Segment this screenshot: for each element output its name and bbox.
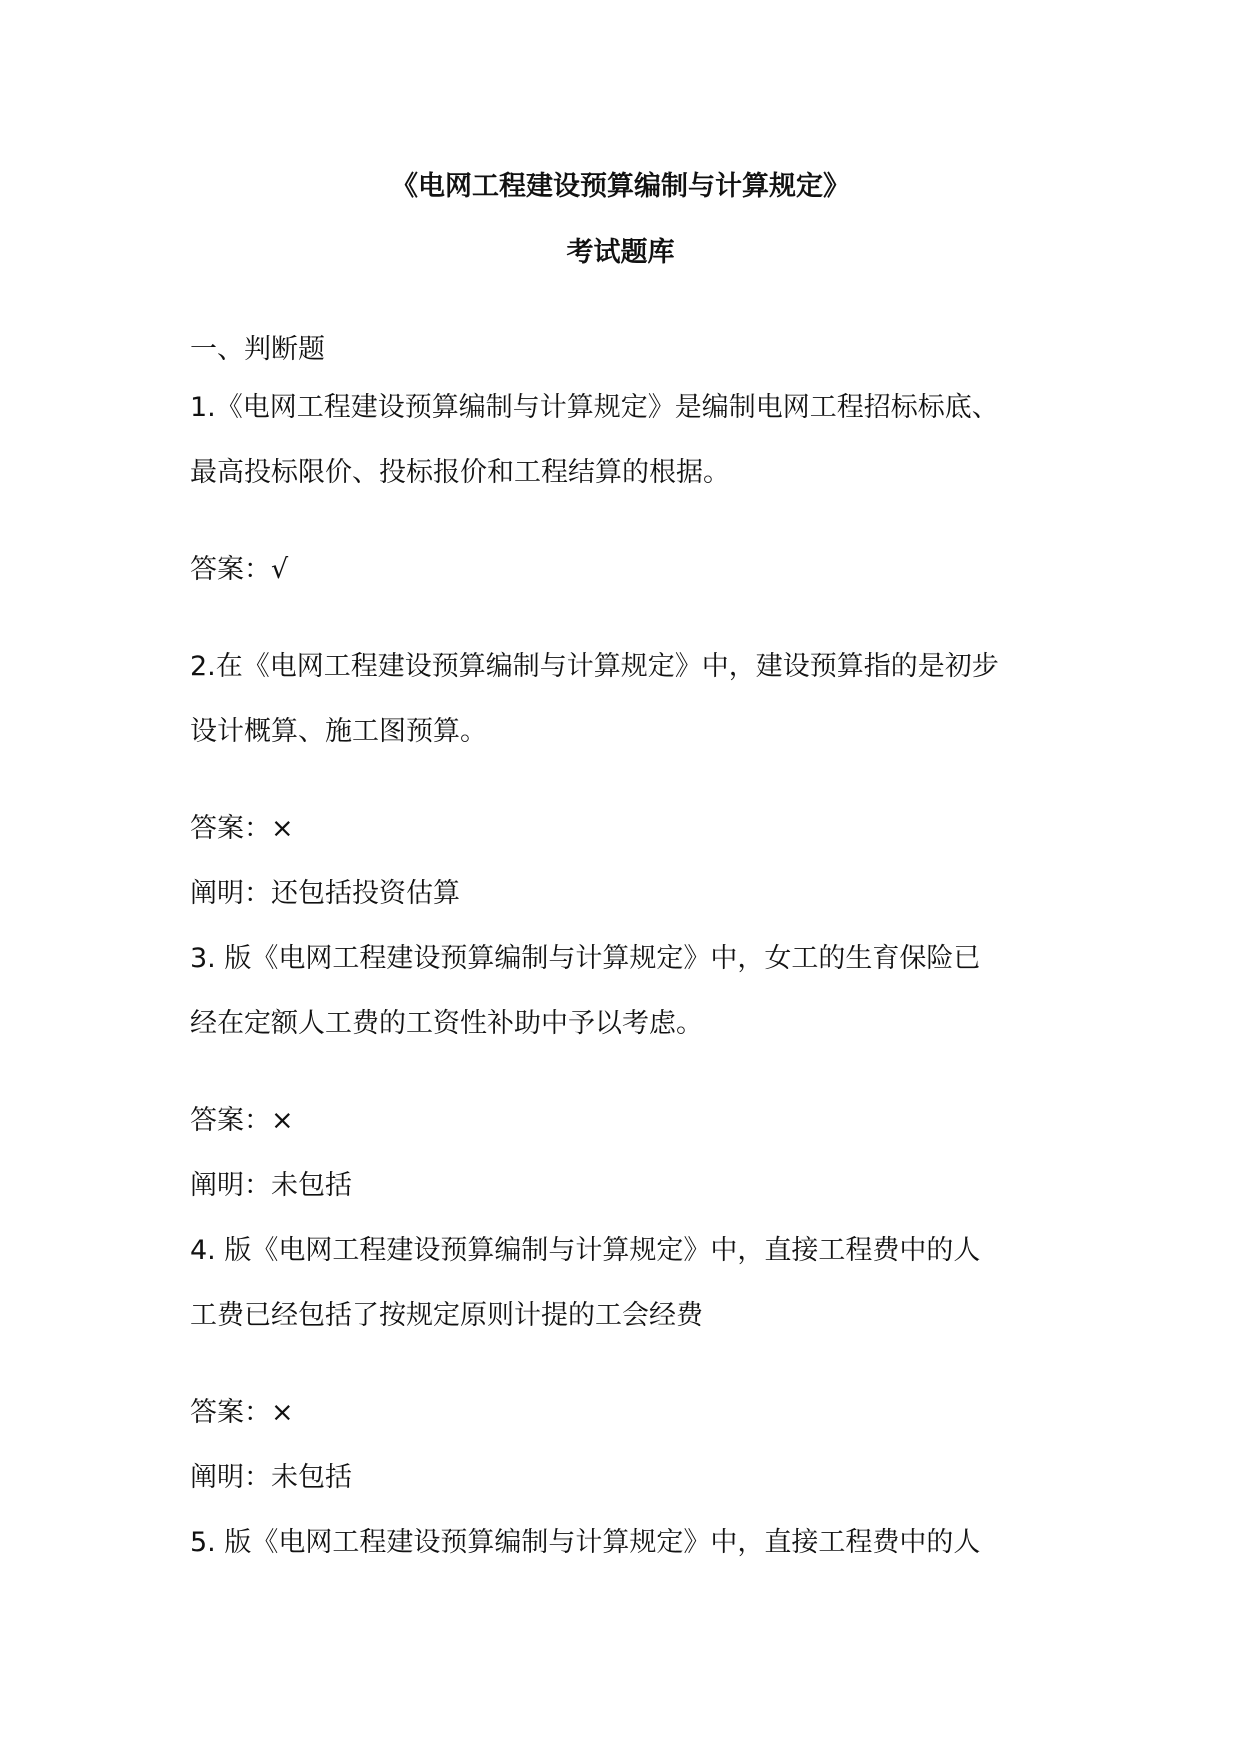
question-4-answer: 答案：× (190, 1397, 294, 1428)
question-1-answer: 答案：√ (190, 554, 289, 585)
question-2-line-1: 2.在《电网工程建设预算编制与计算规定》中，建设预算指的是初步 (190, 651, 999, 682)
question-1-line-1: 1.《电网工程建设预算编制与计算规定》是编制电网工程招标标底、 (190, 392, 999, 423)
document-subtitle: 考试题库 (566, 237, 675, 268)
question-3-explanation: 阐明：未包括 (190, 1170, 352, 1201)
question-2-answer: 答案：× (190, 813, 294, 844)
question-4-line-1: 4. 版《电网工程建设预算编制与计算规定》中，直接工程费中的人 (190, 1235, 981, 1266)
question-1-line-2: 最高投标限价、投标报价和工程结算的根据。 (190, 457, 730, 488)
question-4-explanation: 阐明：未包括 (190, 1462, 352, 1493)
question-3-answer: 答案：× (190, 1105, 294, 1136)
question-3-line-1: 3. 版《电网工程建设预算编制与计算规定》中，女工的生育保险已 (190, 943, 981, 974)
question-5-line-1: 5. 版《电网工程建设预算编制与计算规定》中，直接工程费中的人 (190, 1527, 981, 1558)
document-title: 《电网工程建设预算编制与计算规定》 (391, 171, 850, 202)
question-4-line-2: 工费已经包括了按规定原则计提的工会经费 (190, 1300, 703, 1331)
section-heading: 一、判断题 (190, 334, 325, 365)
question-2-explanation: 阐明：还包括投资估算 (190, 878, 460, 909)
question-2-line-2: 设计概算、施工图预算。 (190, 716, 487, 747)
question-3-line-2: 经在定额人工费的工资性补助中予以考虑。 (190, 1008, 703, 1039)
